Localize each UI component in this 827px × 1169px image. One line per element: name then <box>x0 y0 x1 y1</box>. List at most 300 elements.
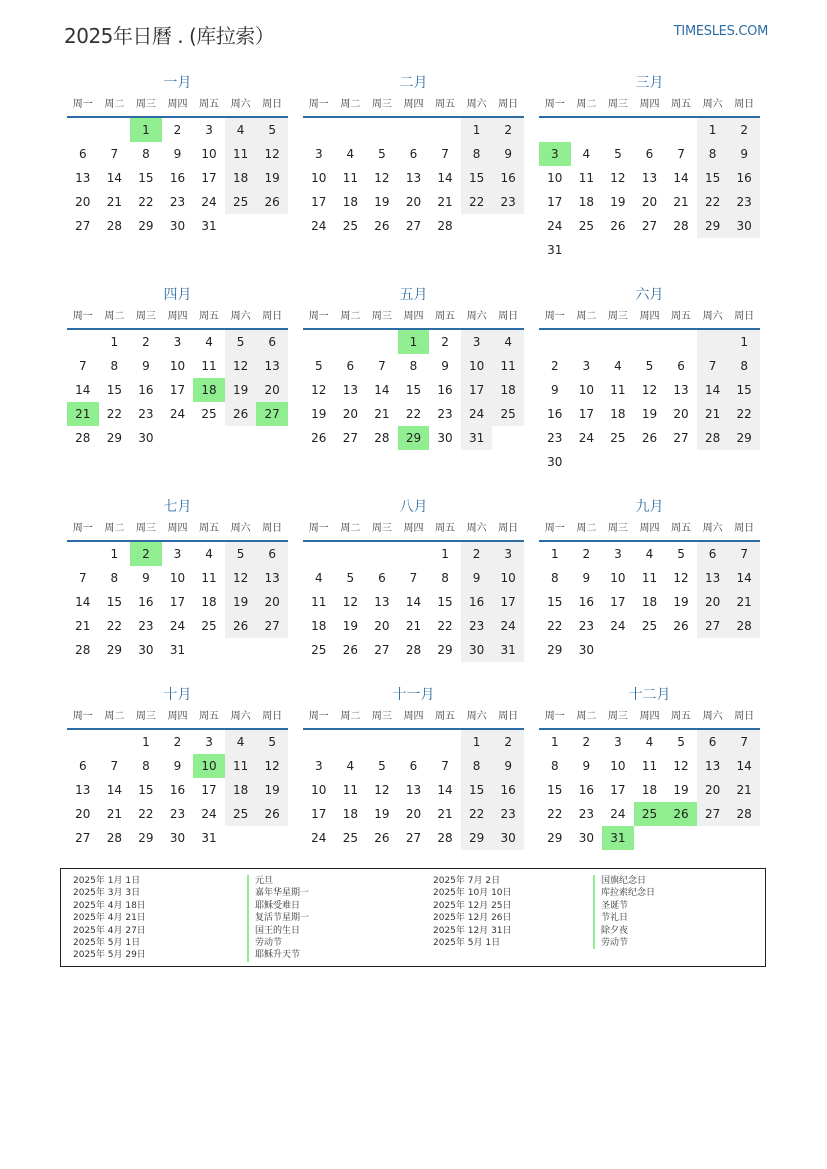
day-cell[interactable]: 12 <box>641 383 658 397</box>
day-cell[interactable]: 29 <box>437 643 453 657</box>
day-cell[interactable]: 28 <box>374 431 390 445</box>
day-cell[interactable]: 26 <box>311 431 327 445</box>
day-cell[interactable]: 4 <box>645 735 654 749</box>
day-cell[interactable]: 4 <box>225 118 257 142</box>
day-cell[interactable]: 15 <box>106 595 122 609</box>
day-cell[interactable]: 9 <box>728 142 760 166</box>
day-cell[interactable]: 11 <box>641 759 658 773</box>
day-cell[interactable]: 19 <box>256 778 288 802</box>
day-cell[interactable]: 1 <box>142 735 150 749</box>
day-cell[interactable]: 14 <box>437 783 453 797</box>
day-cell[interactable]: 13 <box>641 171 658 185</box>
day-cell[interactable]: 4 <box>314 571 323 585</box>
day-cell[interactable]: 6 <box>378 571 386 585</box>
day-cell[interactable]: 3 <box>582 359 591 373</box>
day-cell[interactable]: 8 <box>110 359 119 373</box>
day-cell[interactable]: 14 <box>75 383 91 397</box>
day-cell[interactable]: 3 <box>539 142 571 166</box>
day-cell[interactable]: 19 <box>311 407 327 421</box>
day-cell[interactable]: 16 <box>461 590 493 614</box>
day-cell[interactable]: 11 <box>610 383 626 397</box>
day-cell[interactable]: 10 <box>610 759 626 773</box>
day-cell[interactable]: 24 <box>610 619 626 633</box>
day-cell[interactable]: 28 <box>75 643 91 657</box>
day-cell[interactable]: 4 <box>492 330 524 354</box>
day-cell[interactable]: 6 <box>409 147 418 161</box>
day-cell[interactable]: 28 <box>106 219 122 233</box>
day-cell[interactable]: 13 <box>697 754 729 778</box>
day-cell[interactable]: 28 <box>405 643 422 657</box>
day-cell[interactable]: 13 <box>75 171 91 185</box>
day-cell[interactable]: 2 <box>728 118 760 142</box>
day-cell[interactable]: 6 <box>645 147 654 161</box>
day-cell[interactable]: 6 <box>697 730 729 754</box>
day-cell[interactable]: 9 <box>142 571 150 585</box>
day-cell[interactable]: 11 <box>342 783 358 797</box>
day-cell[interactable]: 11 <box>578 171 594 185</box>
day-cell[interactable]: 29 <box>138 831 154 845</box>
day-cell[interactable]: 5 <box>225 330 257 354</box>
day-cell[interactable]: 13 <box>342 383 358 397</box>
day-cell[interactable]: 13 <box>75 783 91 797</box>
day-cell[interactable]: 25 <box>225 190 257 214</box>
day-cell[interactable]: 26 <box>342 643 358 657</box>
day-cell[interactable]: 13 <box>256 566 288 590</box>
day-cell[interactable]: 15 <box>437 595 453 609</box>
day-cell[interactable]: 16 <box>492 778 524 802</box>
day-cell[interactable]: 28 <box>697 426 729 450</box>
day-cell[interactable]: 12 <box>610 171 626 185</box>
day-cell[interactable]: 11 <box>641 571 658 585</box>
day-cell[interactable]: 6 <box>697 542 729 566</box>
day-cell[interactable]: 26 <box>225 614 257 638</box>
day-cell[interactable]: 5 <box>378 147 386 161</box>
day-cell[interactable]: 20 <box>256 590 288 614</box>
day-cell[interactable]: 22 <box>437 619 453 633</box>
day-cell[interactable]: 31 <box>492 638 524 662</box>
day-cell[interactable]: 19 <box>256 166 288 190</box>
day-cell[interactable]: 25 <box>610 431 626 445</box>
day-cell[interactable]: 8 <box>461 142 493 166</box>
day-cell[interactable]: 20 <box>75 195 91 209</box>
day-cell[interactable]: 14 <box>728 566 760 590</box>
day-cell[interactable]: 29 <box>547 831 563 845</box>
day-cell[interactable]: 6 <box>78 759 87 773</box>
day-cell[interactable]: 5 <box>614 147 622 161</box>
day-cell[interactable]: 26 <box>374 831 390 845</box>
day-cell[interactable]: 31 <box>201 831 217 845</box>
day-cell[interactable]: 25 <box>578 219 594 233</box>
day-cell[interactable]: 10 <box>193 754 225 778</box>
day-cell[interactable]: 19 <box>673 783 689 797</box>
day-cell[interactable]: 23 <box>728 190 760 214</box>
day-cell[interactable]: 9 <box>441 359 449 373</box>
day-cell[interactable]: 27 <box>342 431 358 445</box>
day-cell[interactable]: 5 <box>346 571 355 585</box>
day-cell[interactable]: 19 <box>342 619 358 633</box>
day-cell[interactable]: 8 <box>550 759 559 773</box>
day-cell[interactable]: 4 <box>346 759 355 773</box>
day-cell[interactable]: 9 <box>461 566 493 590</box>
day-cell[interactable]: 28 <box>728 614 760 638</box>
day-cell[interactable]: 24 <box>311 831 327 845</box>
day-cell[interactable]: 5 <box>378 759 386 773</box>
day-cell[interactable]: 6 <box>677 359 685 373</box>
day-cell[interactable]: 24 <box>547 219 563 233</box>
day-cell[interactable]: 30 <box>547 455 563 469</box>
day-cell[interactable]: 23 <box>169 807 186 821</box>
day-cell[interactable]: 11 <box>342 171 358 185</box>
day-cell[interactable]: 10 <box>311 171 327 185</box>
day-cell[interactable]: 28 <box>437 831 453 845</box>
day-cell[interactable]: 25 <box>342 219 358 233</box>
day-cell[interactable]: 30 <box>169 219 186 233</box>
day-cell[interactable]: 21 <box>728 590 760 614</box>
day-cell[interactable]: 16 <box>169 783 186 797</box>
day-cell[interactable]: 25 <box>225 802 257 826</box>
day-cell[interactable]: 20 <box>405 807 422 821</box>
day-cell[interactable]: 8 <box>441 571 449 585</box>
day-cell[interactable]: 30 <box>492 826 524 850</box>
day-cell[interactable]: 11 <box>201 571 217 585</box>
day-cell[interactable]: 15 <box>728 378 760 402</box>
day-cell[interactable]: 23 <box>578 619 594 633</box>
day-cell[interactable]: 22 <box>405 407 422 421</box>
day-cell[interactable]: 30 <box>138 431 154 445</box>
day-cell[interactable]: 20 <box>405 195 422 209</box>
day-cell[interactable]: 15 <box>106 383 122 397</box>
day-cell[interactable]: 27 <box>405 219 422 233</box>
day-cell[interactable]: 13 <box>697 566 729 590</box>
day-cell[interactable]: 9 <box>173 147 182 161</box>
day-cell[interactable]: 16 <box>728 166 760 190</box>
day-cell[interactable]: 12 <box>673 571 689 585</box>
day-cell[interactable]: 21 <box>728 778 760 802</box>
day-cell[interactable]: 15 <box>547 595 563 609</box>
day-cell[interactable]: 10 <box>311 783 327 797</box>
day-cell[interactable]: 14 <box>106 783 122 797</box>
day-cell[interactable]: 26 <box>256 802 288 826</box>
day-cell[interactable]: 21 <box>673 195 689 209</box>
day-cell[interactable]: 5 <box>645 359 654 373</box>
day-cell[interactable]: 30 <box>578 831 594 845</box>
day-cell[interactable]: 13 <box>405 171 422 185</box>
day-cell[interactable]: 14 <box>374 383 390 397</box>
day-cell[interactable]: 24 <box>610 807 626 821</box>
day-cell[interactable]: 22 <box>138 195 154 209</box>
day-cell[interactable]: 18 <box>492 378 524 402</box>
day-cell[interactable]: 21 <box>67 402 99 426</box>
day-cell[interactable]: 7 <box>78 571 87 585</box>
day-cell[interactable]: 24 <box>311 219 327 233</box>
day-cell[interactable]: 19 <box>641 407 658 421</box>
day-cell[interactable]: 18 <box>342 807 358 821</box>
day-cell[interactable]: 20 <box>697 590 729 614</box>
day-cell[interactable]: 16 <box>492 166 524 190</box>
day-cell[interactable]: 3 <box>461 330 493 354</box>
day-cell[interactable]: 26 <box>641 431 658 445</box>
day-cell[interactable]: 27 <box>374 643 390 657</box>
day-cell[interactable]: 5 <box>225 542 257 566</box>
day-cell[interactable]: 26 <box>374 219 390 233</box>
day-cell[interactable]: 18 <box>342 195 358 209</box>
day-cell[interactable]: 14 <box>728 754 760 778</box>
day-cell[interactable]: 13 <box>374 595 390 609</box>
day-cell[interactable]: 2 <box>492 730 524 754</box>
day-cell[interactable]: 18 <box>641 595 658 609</box>
day-cell[interactable]: 10 <box>169 359 186 373</box>
day-cell[interactable]: 14 <box>405 595 422 609</box>
day-cell[interactable]: 26 <box>665 802 697 826</box>
day-cell[interactable]: 17 <box>578 407 594 421</box>
day-cell[interactable]: 30 <box>169 831 186 845</box>
day-cell[interactable]: 17 <box>610 783 626 797</box>
day-cell[interactable]: 8 <box>461 754 493 778</box>
day-cell[interactable]: 4 <box>645 547 654 561</box>
day-cell[interactable]: 14 <box>673 171 689 185</box>
day-cell[interactable]: 11 <box>201 359 217 373</box>
day-cell[interactable]: 28 <box>673 219 689 233</box>
day-cell[interactable]: 25 <box>492 402 524 426</box>
day-cell[interactable]: 9 <box>582 759 591 773</box>
day-cell[interactable]: 15 <box>461 778 493 802</box>
day-cell[interactable]: 22 <box>547 807 563 821</box>
day-cell[interactable]: 16 <box>437 383 453 397</box>
day-cell[interactable]: 21 <box>437 807 453 821</box>
day-cell[interactable]: 4 <box>225 730 257 754</box>
day-cell[interactable]: 2 <box>582 735 591 749</box>
day-cell[interactable]: 17 <box>311 195 327 209</box>
day-cell[interactable]: 24 <box>169 407 186 421</box>
day-cell[interactable]: 11 <box>225 142 257 166</box>
day-cell[interactable]: 18 <box>641 783 658 797</box>
day-cell[interactable]: 12 <box>256 754 288 778</box>
day-cell[interactable]: 21 <box>106 195 122 209</box>
day-cell[interactable]: 21 <box>374 407 390 421</box>
day-cell[interactable]: 5 <box>256 118 288 142</box>
day-cell[interactable]: 31 <box>547 243 563 257</box>
day-cell[interactable]: 9 <box>492 754 524 778</box>
day-cell[interactable]: 20 <box>374 619 390 633</box>
day-cell[interactable]: 22 <box>461 802 493 826</box>
day-cell[interactable]: 22 <box>697 190 729 214</box>
day-cell[interactable]: 12 <box>673 759 689 773</box>
day-cell[interactable]: 23 <box>461 614 493 638</box>
day-cell[interactable]: 17 <box>201 783 217 797</box>
day-cell[interactable]: 1 <box>461 730 493 754</box>
day-cell[interactable]: 7 <box>78 359 87 373</box>
day-cell[interactable]: 22 <box>547 619 563 633</box>
day-cell[interactable]: 7 <box>441 147 449 161</box>
day-cell[interactable]: 7 <box>728 542 760 566</box>
day-cell[interactable]: 4 <box>582 147 591 161</box>
day-cell[interactable]: 8 <box>697 142 729 166</box>
day-cell[interactable]: 10 <box>610 571 626 585</box>
day-cell[interactable]: 8 <box>550 571 559 585</box>
day-cell[interactable]: 25 <box>634 802 666 826</box>
day-cell[interactable]: 13 <box>405 783 422 797</box>
day-cell[interactable]: 27 <box>75 831 91 845</box>
day-cell[interactable]: 14 <box>437 171 453 185</box>
day-cell[interactable]: 23 <box>578 807 594 821</box>
day-cell[interactable]: 20 <box>673 407 689 421</box>
day-cell[interactable]: 25 <box>641 619 658 633</box>
day-cell[interactable]: 30 <box>437 431 453 445</box>
day-cell[interactable]: 1 <box>110 547 119 561</box>
day-cell[interactable]: 27 <box>641 219 658 233</box>
day-cell[interactable]: 22 <box>728 402 760 426</box>
day-cell[interactable]: 5 <box>256 730 288 754</box>
day-cell[interactable]: 15 <box>547 783 563 797</box>
day-cell[interactable]: 22 <box>106 407 122 421</box>
day-cell[interactable]: 22 <box>138 807 154 821</box>
day-cell[interactable]: 18 <box>225 778 257 802</box>
day-cell[interactable]: 29 <box>697 214 729 238</box>
day-cell[interactable]: 1 <box>441 547 449 561</box>
day-cell[interactable]: 1 <box>398 330 430 354</box>
day-cell[interactable]: 6 <box>409 759 418 773</box>
day-cell[interactable]: 6 <box>256 542 288 566</box>
day-cell[interactable]: 7 <box>728 730 760 754</box>
day-cell[interactable]: 4 <box>205 335 213 349</box>
day-cell[interactable]: 29 <box>398 426 430 450</box>
day-cell[interactable]: 7 <box>697 354 729 378</box>
day-cell[interactable]: 3 <box>205 123 213 137</box>
day-cell[interactable]: 4 <box>614 359 622 373</box>
day-cell[interactable]: 27 <box>697 614 729 638</box>
day-cell[interactable]: 27 <box>405 831 422 845</box>
day-cell[interactable]: 25 <box>342 831 358 845</box>
day-cell[interactable]: 1 <box>130 118 162 142</box>
day-cell[interactable]: 12 <box>311 383 327 397</box>
day-cell[interactable]: 19 <box>610 195 626 209</box>
day-cell[interactable]: 10 <box>169 571 186 585</box>
day-cell[interactable]: 10 <box>578 383 594 397</box>
day-cell[interactable]: 27 <box>256 614 288 638</box>
day-cell[interactable]: 27 <box>75 219 91 233</box>
day-cell[interactable]: 12 <box>374 171 390 185</box>
day-cell[interactable]: 3 <box>492 542 524 566</box>
day-cell[interactable]: 29 <box>138 219 154 233</box>
day-cell[interactable]: 2 <box>173 735 182 749</box>
day-cell[interactable]: 19 <box>374 807 390 821</box>
day-cell[interactable]: 16 <box>138 595 154 609</box>
day-cell[interactable]: 3 <box>205 735 213 749</box>
day-cell[interactable]: 20 <box>641 195 658 209</box>
day-cell[interactable]: 1 <box>550 547 559 561</box>
day-cell[interactable]: 23 <box>437 407 453 421</box>
day-cell[interactable]: 8 <box>142 759 150 773</box>
day-cell[interactable]: 3 <box>314 759 323 773</box>
day-cell[interactable]: 2 <box>582 547 591 561</box>
day-cell[interactable]: 8 <box>409 359 418 373</box>
day-cell[interactable]: 29 <box>461 826 493 850</box>
day-cell[interactable]: 25 <box>311 643 327 657</box>
day-cell[interactable]: 14 <box>75 595 91 609</box>
day-cell[interactable]: 31 <box>201 219 217 233</box>
day-cell[interactable]: 17 <box>169 383 186 397</box>
day-cell[interactable]: 15 <box>461 166 493 190</box>
day-cell[interactable]: 17 <box>610 595 626 609</box>
day-cell[interactable]: 12 <box>225 566 257 590</box>
day-cell[interactable]: 5 <box>314 359 323 373</box>
day-cell[interactable]: 7 <box>110 759 119 773</box>
day-cell[interactable]: 20 <box>75 807 91 821</box>
day-cell[interactable]: 12 <box>256 142 288 166</box>
day-cell[interactable]: 16 <box>547 407 563 421</box>
day-cell[interactable]: 8 <box>142 147 150 161</box>
day-cell[interactable]: 2 <box>142 335 150 349</box>
day-cell[interactable]: 2 <box>173 123 182 137</box>
day-cell[interactable]: 1 <box>461 118 493 142</box>
day-cell[interactable]: 7 <box>110 147 119 161</box>
day-cell[interactable]: 2 <box>461 542 493 566</box>
day-cell[interactable]: 16 <box>169 171 186 185</box>
day-cell[interactable]: 16 <box>138 383 154 397</box>
day-cell[interactable]: 21 <box>697 402 729 426</box>
day-cell[interactable]: 28 <box>75 431 91 445</box>
day-cell[interactable]: 6 <box>78 147 87 161</box>
day-cell[interactable]: 9 <box>582 571 591 585</box>
day-cell[interactable]: 2 <box>550 359 559 373</box>
day-cell[interactable]: 24 <box>201 195 217 209</box>
day-cell[interactable]: 18 <box>225 166 257 190</box>
day-cell[interactable]: 4 <box>205 547 213 561</box>
day-cell[interactable]: 1 <box>110 335 119 349</box>
day-cell[interactable]: 8 <box>728 354 760 378</box>
day-cell[interactable]: 24 <box>492 614 524 638</box>
day-cell[interactable]: 30 <box>138 643 154 657</box>
day-cell[interactable]: 26 <box>673 619 689 633</box>
day-cell[interactable]: 15 <box>405 383 422 397</box>
day-cell[interactable]: 26 <box>256 190 288 214</box>
day-cell[interactable]: 1 <box>550 735 559 749</box>
day-cell[interactable]: 24 <box>201 807 217 821</box>
day-cell[interactable]: 7 <box>378 359 386 373</box>
day-cell[interactable]: 23 <box>138 619 154 633</box>
day-cell[interactable]: 19 <box>374 195 390 209</box>
day-cell[interactable]: 27 <box>673 431 689 445</box>
day-cell[interactable]: 15 <box>697 166 729 190</box>
day-cell[interactable]: 9 <box>492 142 524 166</box>
day-cell[interactable]: 26 <box>610 219 626 233</box>
day-cell[interactable]: 1 <box>728 330 760 354</box>
day-cell[interactable]: 11 <box>492 354 524 378</box>
day-cell[interactable]: 17 <box>311 807 327 821</box>
day-cell[interactable]: 11 <box>225 754 257 778</box>
day-cell[interactable]: 25 <box>201 407 217 421</box>
day-cell[interactable]: 12 <box>342 595 358 609</box>
day-cell[interactable]: 15 <box>138 783 154 797</box>
day-cell[interactable]: 22 <box>461 190 493 214</box>
day-cell[interactable]: 13 <box>673 383 689 397</box>
day-cell[interactable]: 13 <box>256 354 288 378</box>
day-cell[interactable]: 10 <box>547 171 563 185</box>
day-cell[interactable]: 17 <box>461 378 493 402</box>
day-cell[interactable]: 18 <box>311 619 327 633</box>
day-cell[interactable]: 2 <box>492 118 524 142</box>
day-cell[interactable]: 21 <box>405 619 422 633</box>
day-cell[interactable]: 11 <box>311 595 327 609</box>
day-cell[interactable]: 31 <box>169 643 186 657</box>
day-cell[interactable]: 16 <box>578 783 594 797</box>
day-cell[interactable]: 17 <box>169 595 186 609</box>
day-cell[interactable]: 26 <box>225 402 257 426</box>
day-cell[interactable]: 18 <box>610 407 626 421</box>
day-cell[interactable]: 21 <box>75 619 91 633</box>
day-cell[interactable]: 29 <box>106 643 122 657</box>
day-cell[interactable]: 18 <box>193 378 225 402</box>
